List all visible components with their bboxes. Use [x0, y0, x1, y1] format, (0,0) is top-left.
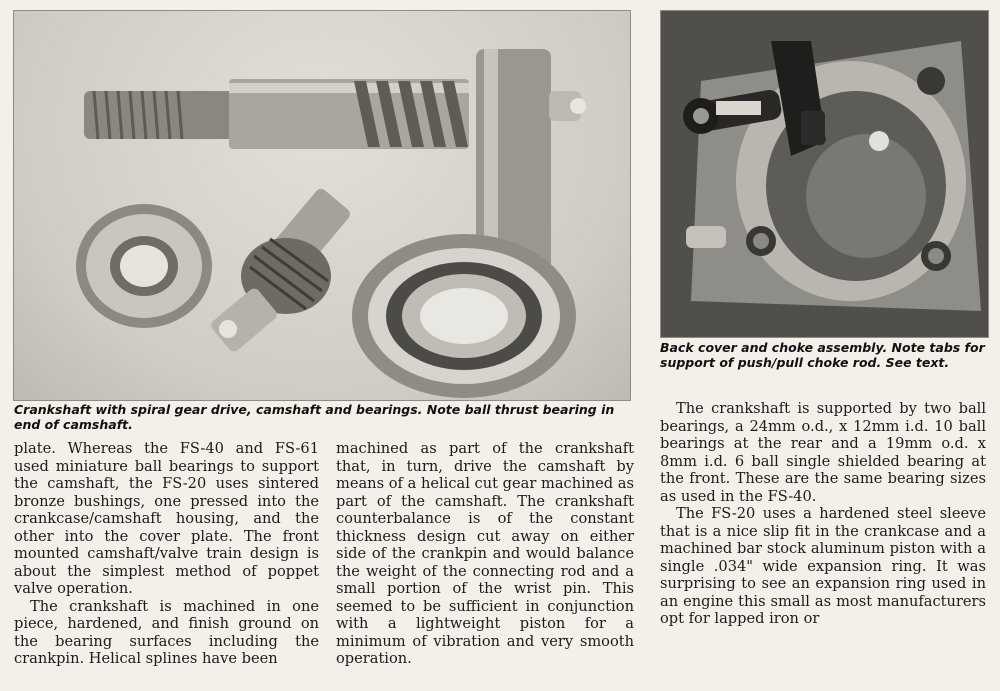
caption-crankshaft: Crankshaft with spiral gear drive, camshaft and bearings. Note ball thrust bearing in end of camshaft. — [14, 402, 615, 432]
back-cover-photo — [660, 10, 989, 338]
text-column-2 — [336, 440, 634, 668]
choke-rod-tab — [686, 226, 726, 248]
caption-back-cover: Back cover and choke assembly. Note tabs for support of push/pull choke rod. See text. — [660, 340, 985, 370]
crankshaft-illustration — [14, 11, 630, 400]
paragraph: The FS-20 uses a hardened steel sleeve that is a nice slip fit in the crankcase and a machined bar stock aluminum piston with a single .034" wide expansion ring. It was surprising to see an expansion ring used in an engine this small as most manufacturers opt for lapped iron or — [660, 505, 986, 627]
rear-ball-bearing — [352, 234, 576, 398]
text-column-3 — [660, 400, 986, 628]
paragraph: The crankshaft is supported by two ball bearings, a 24mm o.d., x 12mm i.d. 10 ball bearings at the rear and a 19mm o.d. x 8mm i.d. 6 ball single shielded bearing at the front. These are the same bearing sizes as used in the FS-40. — [660, 400, 986, 505]
camshaft — [209, 186, 353, 353]
paragraph: machined as part of the crankshaft that, in turn, drive the camshaft by means of a helical cut gear machined as part of the camshaft. The crankshaft counterbalance is of the constant thickness design cut away on either side of the crankpin and would balance the weight of the connecting rod and a small portion of the wrist pin. This seemed to be sufficient in conjunction with a lightweight piston for a minimum of vibration and very smooth operation. — [336, 440, 634, 667]
front-bearing — [76, 204, 212, 328]
paragraph: The crankshaft is machined in one piece, hardened, and finish ground on the bearing surfaces including the crankpin. Helical splines have been — [14, 597, 319, 667]
crankshaft-photo — [13, 10, 631, 401]
paragraph: plate. Whereas the FS-40 and FS-61 used miniature ball bearings to support the camshaft, the FS-20 uses sintered bronze bushings, one pressed into the crankcase/camshaft housing, and the other into the cover plate. The front mounted camshaft/valve train design is about the simplest method of poppet valve operation. — [14, 440, 319, 597]
text-column-1 — [14, 440, 319, 668]
back-cover-illustration — [661, 11, 988, 337]
